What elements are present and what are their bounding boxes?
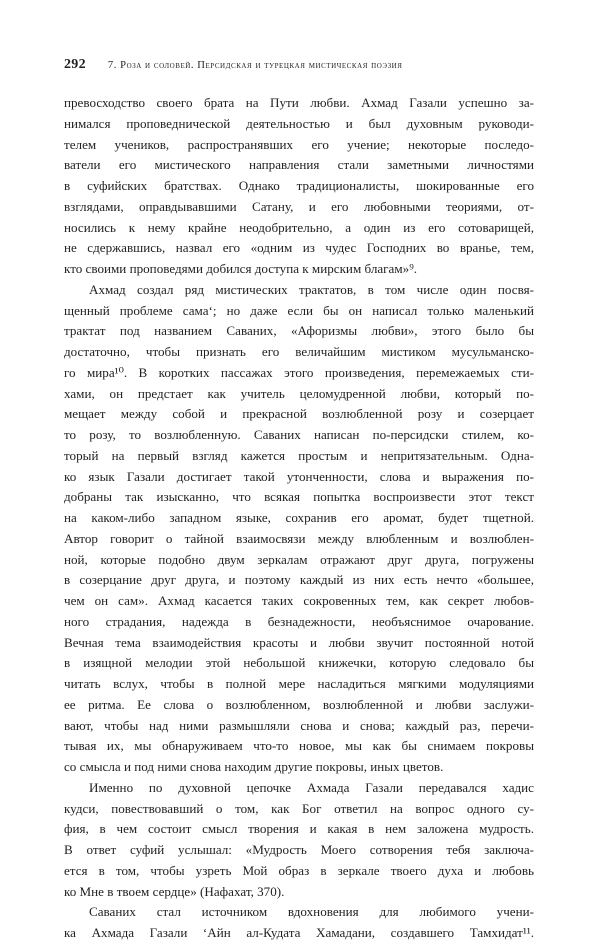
- text-line: кудси, повествовавший о том, как Бог ответил на вопрос одного су-: [64, 800, 534, 816]
- text-line: то розу, то возлюбленную. Саваних написан по-персидски стилем, ко-: [64, 427, 534, 442]
- text-line: Вечная тема взаимодействия красоты и любви звучит постоянной нотой: [64, 634, 534, 650]
- text-line: Автор говорит о тайной взаимосвязи между влюбленным и возлюблен-: [64, 530, 534, 546]
- page-number: 292: [64, 57, 86, 72]
- paragraph-4: [64, 902, 534, 944]
- text-line: фия, в чем состоит смысл творения и какая в нем заложена мудрость.: [64, 821, 534, 837]
- text-line: не сдержавшись, назвал его «одним из чудес Господних во вранье, тем,: [64, 240, 534, 256]
- paragraph-3: [64, 778, 534, 903]
- text-line: вают, чтобы над ними размышляли снова и снова; каждый раз, перечи-: [64, 717, 534, 733]
- text-line: мещает между собой и прекрасной возлюбленной розу и созерцает: [64, 406, 534, 422]
- paragraph-1: [64, 93, 534, 280]
- paragraph-2: [64, 280, 534, 778]
- text-line: в суфийских братствах. Однако традиционалисты, шокированные его: [64, 178, 534, 193]
- text-line: ко язык Газали достигает такой утонченности, слова и выражения по-: [64, 468, 534, 484]
- body-text: [64, 93, 534, 944]
- text-line: превосходство своего брата на Пути любви. Ахмад Газали успешно за-: [64, 95, 534, 110]
- page-header: [64, 57, 534, 73]
- text-line: на каком-либо западном языке, сохранив его аромат, будет тщетной.: [64, 510, 534, 525]
- text-line: ко Мне в твоем сердце» (Нафахат, 370).: [64, 883, 285, 899]
- text-line: носились к нему крайне неодобрительно, а один из его сотоварищей,: [64, 219, 534, 235]
- text-line: взглядами, оправдывавшими Сатану, и его любовными теориями, от-: [64, 198, 534, 214]
- text-line: достаточно, чтобы признать его величайшим мистиком мусульманско-: [64, 344, 534, 359]
- text-line: Саваних стал источником вдохновения для любимого учени-: [89, 904, 534, 920]
- text-line: ка Ахмада Газали ‘Айн ал-Кудата Хамадани, создавшего Тамхидат¹¹.: [64, 925, 534, 940]
- text-line: торый на первый взгляд кажется простым и непритязательным. Одна-: [64, 447, 534, 463]
- text-line: ного страдания, надежда в безнадежности, необъяснимое очарование.: [64, 613, 534, 629]
- text-line: в изящной мелодии этой небольшой книжечки, которую следовало бы: [64, 655, 534, 671]
- text-line: ватели его мистического направления стали заметными личностями: [64, 157, 534, 173]
- text-line: хами, он предстает как учитель целомудренной любви, который по-: [64, 385, 534, 401]
- text-line: со смысла и под ними снова находим другие покровы, иных цветов.: [64, 759, 444, 774]
- text-line: Именно по духовной цепочке Ахмада Газали передавался хадис: [89, 779, 534, 795]
- text-line: В ответ суфий услышал: «Мудрость Моего сотворения тебя заключа-: [64, 842, 534, 857]
- text-line: читать вслух, чтобы в полной мере насладиться мягкими модуляциями: [64, 676, 534, 691]
- text-line: тывая их, мы обнаруживаем что-то новое, мы как бы снимаем покровы: [64, 738, 534, 754]
- text-line: нимался проповеднической деятельностью и был духовным руководи-: [64, 115, 534, 131]
- text-line: добраны так изысканно, что всякая попытка воспроизвести этот текст: [64, 489, 534, 505]
- text-line: в созерцание друг друга, и поэтому каждый из них есть нечто «большее,: [64, 572, 534, 588]
- text-line: чем он сам». Ахмад касается таких сокровенных тем, как секрет любов-: [64, 593, 534, 608]
- text-line: кто своими проповедями добился доступа к мирским благам»⁹.: [64, 261, 418, 276]
- text-line: ется в том, чтобы узреть Мой образ в зеркале твоего духа и любовь: [64, 862, 534, 878]
- text-line: го мира¹⁰. В коротких пассажах этого произведения, перемежаемых сти-: [64, 364, 534, 380]
- running-head: 7. Роза и соловей. Персидская и турецкая мистическая поэзия: [107, 60, 403, 71]
- text-line: ной, которые подобно двум зеркалам отражают друг друга, погружены: [64, 551, 534, 567]
- text-line: ее ритма. Ее слова о возлюбленном, возлюбленной и любви заслужи-: [64, 696, 534, 712]
- text-line: Ахмад создал ряд мистических трактатов, в том числе один посвя-: [89, 281, 534, 297]
- text-line: щенный проблеме сама‘; но даже если бы он написал только маленький: [64, 302, 534, 318]
- text-line: трактат под названием Саваних, «Афоризмы любви», этого было бы: [64, 323, 534, 339]
- text-line: телем учеников, распространявших его учение; некоторые последо-: [64, 136, 534, 152]
